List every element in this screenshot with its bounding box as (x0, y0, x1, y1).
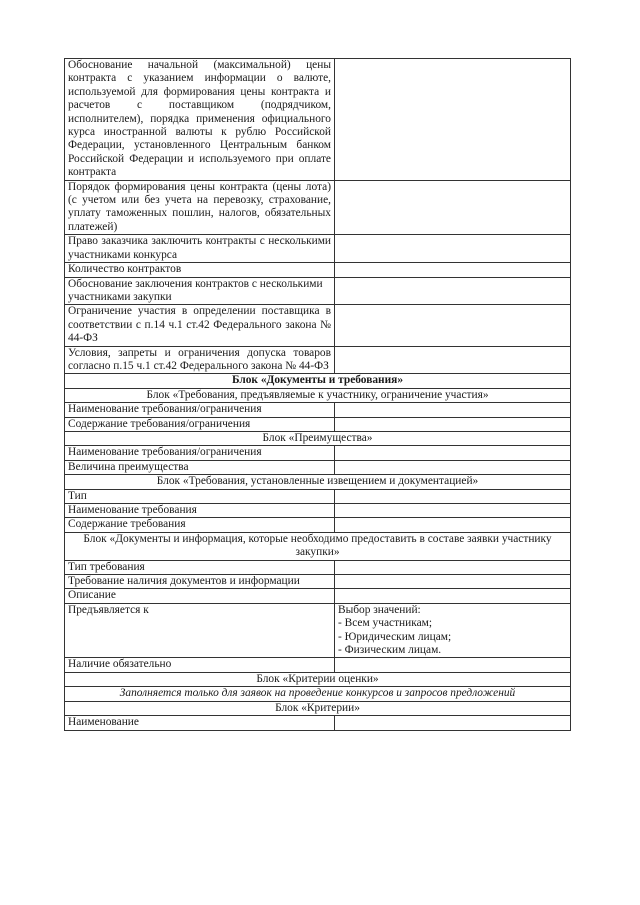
price-justification-label: Обоснование начальной (максимальной) цены контракта с указанием информации о валюте, используемой для формирования цены контракта и расчетов с поставщиком (подрядчиком, исполнителем), порядка применения официального курса иностранной валюты к рублю Российской Федерации, установленного Центральным банком Российской Федерации и используемого при оплате контракта (65, 59, 335, 181)
requirement-name-value (335, 403, 571, 417)
mandatory-value (335, 658, 571, 672)
application-documents-title: Блок «Документы и информация, которые необходимо предоставить в составе заявки участнику закупки» (65, 532, 571, 560)
table-row (65, 575, 571, 589)
subsection-header-row (65, 388, 571, 402)
advantages-title: Блок «Преимущества» (65, 431, 571, 445)
table-row (65, 589, 571, 603)
value-choice-cell (335, 603, 571, 658)
contracts-count-value (335, 263, 571, 277)
notice-requirement-name-label: Наименование требования (65, 504, 335, 518)
presented-to-label: Предъявляется к (65, 603, 335, 658)
description-value (335, 589, 571, 603)
table-row (65, 446, 571, 460)
table-row (65, 460, 571, 474)
multiple-contracts-right-value (335, 235, 571, 263)
docs-presence-label: Требование наличия документов и информации (65, 575, 335, 589)
participation-restriction-label: Ограничение участия в определении поставщика в соответствии с п.14 ч.1 ст.42 Федерального закона № 44-ФЗ (65, 305, 335, 346)
criteria-name-value (335, 716, 571, 730)
advantage-value-value (335, 460, 571, 474)
notice-requirement-content-label: Содержание требования (65, 518, 335, 532)
table-row (65, 417, 571, 431)
contracts-count-label: Количество контрактов (65, 263, 335, 277)
advantage-name-value (335, 446, 571, 460)
admission-conditions-label: Условия, запреты и ограничения допуска товаров согласно п.15 ч.1 ст.42 Федерального закона № 44-ФЗ (65, 346, 335, 374)
participation-restriction-value (335, 305, 571, 346)
requirement-type-label: Тип требования (65, 560, 335, 574)
participant-requirements-title: Блок «Требования, предъявляемые к участнику, ограничение участия» (65, 388, 571, 402)
evaluation-note: Заполняется только для заявок на проведение конкурсов и запросов предложений (65, 687, 571, 701)
table-row (65, 518, 571, 532)
table-row (65, 504, 571, 518)
table-row (65, 235, 571, 263)
table-row (65, 658, 571, 672)
documents-block-title: Блок «Документы и требования» (65, 374, 571, 388)
notice-requirement-name-value (335, 504, 571, 518)
requirement-content-value (335, 417, 571, 431)
requirements-table (64, 58, 571, 731)
table-row (65, 603, 571, 658)
note-row (65, 687, 571, 701)
requirement-name-label: Наименование требования/ограничения (65, 403, 335, 417)
value-option-all: - Всем участникам; (338, 617, 433, 630)
type-value (335, 489, 571, 503)
mandatory-label: Наличие обязательно (65, 658, 335, 672)
value-choice-title: Выбор значений: (338, 603, 421, 616)
multiple-contracts-right-label: Право заказчика заключить контракты с несколькими участниками конкурса (65, 235, 335, 263)
section-header-row (65, 672, 571, 686)
requirement-content-label: Содержание требования/ограничения (65, 417, 335, 431)
table-row (65, 403, 571, 417)
table-row (65, 716, 571, 730)
subsection-header-row (65, 532, 571, 560)
table-row (65, 59, 571, 181)
price-justification-value (335, 59, 571, 181)
criteria-title: Блок «Критерии» (65, 701, 571, 715)
table-row (65, 277, 571, 305)
price-formation-order-label: Порядок формирования цены контракта (цены лота) (с учетом или без учета на перевозку, страхование, уплату таможенных пошлин, налогов, обязательных платежей) (65, 180, 335, 235)
requirement-type-value (335, 560, 571, 574)
docs-presence-value (335, 575, 571, 589)
value-option-individual: - Физическим лицам. (338, 644, 442, 657)
section-header-row (65, 374, 571, 388)
value-option-legal: - Юридическим лицам; (338, 630, 452, 643)
price-formation-order-value (335, 180, 571, 235)
notice-requirement-content-value (335, 518, 571, 532)
advantage-value-label: Величина преимущества (65, 460, 335, 474)
table-row (65, 180, 571, 235)
table-row (65, 346, 571, 374)
multiple-contracts-justification-label: Обоснование заключения контрактов с несколькими участниками закупки (65, 277, 335, 305)
admission-conditions-value (335, 346, 571, 374)
evaluation-block-title: Блок «Критерии оценки» (65, 672, 571, 686)
table-row (65, 263, 571, 277)
table-row (65, 560, 571, 574)
table-row (65, 489, 571, 503)
subsection-header-row (65, 475, 571, 489)
subsection-header-row (65, 701, 571, 715)
notice-requirements-title: Блок «Требования, установленные извещением и документацией» (65, 475, 571, 489)
advantage-name-label: Наименование требования/ограничения (65, 446, 335, 460)
criteria-name-label: Наименование (65, 716, 335, 730)
subsection-header-row (65, 431, 571, 445)
table-row (65, 305, 571, 346)
type-label: Тип (65, 489, 335, 503)
multiple-contracts-justification-value (335, 277, 571, 305)
description-label: Описание (65, 589, 335, 603)
